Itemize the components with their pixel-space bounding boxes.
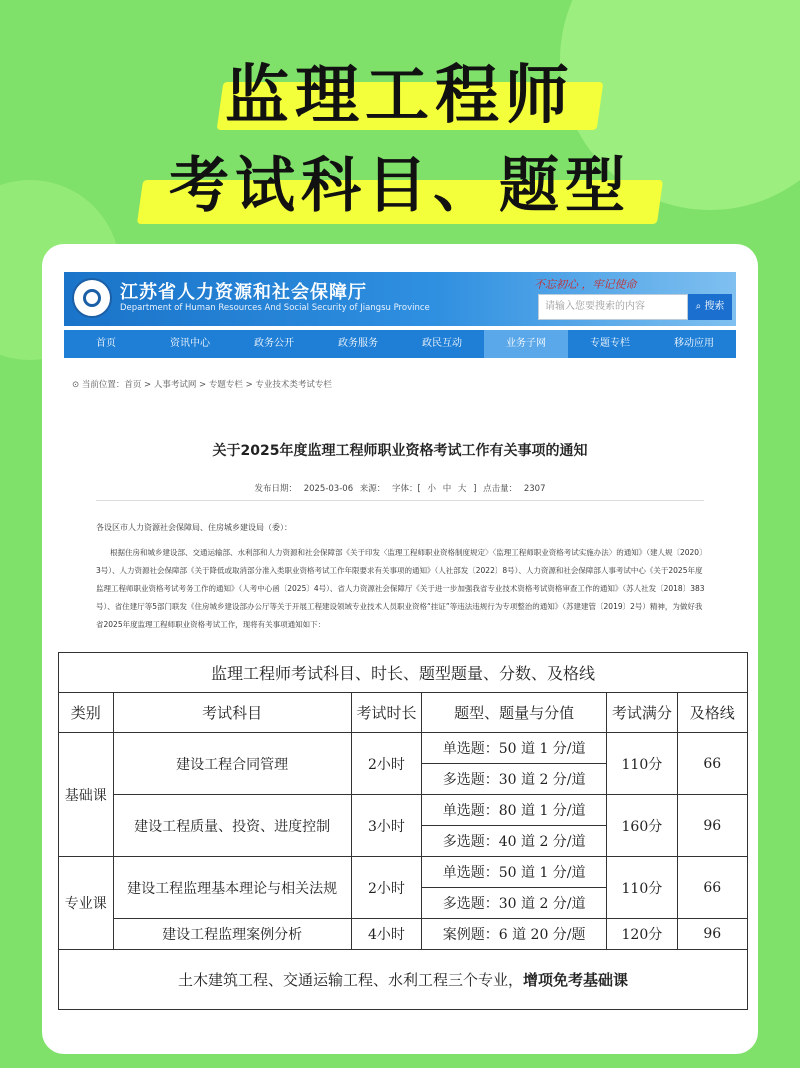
- slogan: 不忘初心 ，牢记使命: [534, 278, 637, 291]
- pass-line-cell: 96: [677, 919, 747, 950]
- category-cell: 基础课: [59, 733, 114, 857]
- nav-item-mobile[interactable]: 移动应用: [674, 338, 714, 349]
- duration-cell: 4小时: [351, 919, 421, 950]
- content-card: [42, 244, 758, 1054]
- question-type-cell: 单选题：50 道 1 分/道: [422, 733, 607, 764]
- nav-item-topics[interactable]: 专题专栏: [590, 338, 630, 349]
- pass-line-cell: 96: [677, 795, 747, 857]
- category-cell: 专业课: [59, 857, 114, 950]
- nav-item-home[interactable]: 首页: [96, 338, 116, 349]
- table-header-row: [59, 693, 748, 733]
- subject-cell: 建设工程质量、投资、进度控制: [113, 795, 351, 857]
- table-row: [59, 733, 748, 764]
- full-score-cell: 110分: [607, 857, 677, 919]
- nav-item-gov-public[interactable]: 政务公开: [254, 338, 294, 349]
- divider: [96, 500, 704, 501]
- footer-text: 土木建筑工程、交通运输工程、水利工程三个专业，: [177, 971, 523, 989]
- nav-item-gov-service[interactable]: 政务服务: [338, 338, 378, 349]
- exam-table: [58, 652, 748, 1010]
- pass-line-cell: 66: [677, 733, 747, 795]
- header-duration: 考试时长: [351, 693, 421, 733]
- header-category: 类别: [59, 693, 114, 733]
- header-pass-line: 及格线: [677, 693, 747, 733]
- nav-item-subsites[interactable]: 业务子网: [484, 330, 568, 358]
- breadcrumb: [72, 378, 332, 390]
- location-pin-icon: ⊙: [72, 380, 80, 390]
- search-input[interactable]: 请输入您要搜索的内容: [538, 294, 688, 320]
- footer-bold-text: 增项免考基础课: [523, 971, 629, 989]
- question-type-cell: 多选题：40 道 2 分/道: [422, 826, 607, 857]
- nav-item-interaction[interactable]: 政民互动: [422, 338, 462, 349]
- main-nav: [64, 330, 736, 358]
- document-meta: 发布日期： 2025-03-06 来源： 字体：[ 小 中 大 ] 点击量： 2307: [254, 484, 546, 494]
- page-title-line-2: 考试科目、题型: [169, 151, 631, 221]
- table-title: 监理工程师考试科目、时长、题型题量、分数、及格线: [59, 653, 748, 693]
- question-type-cell: 单选题：50 道 1 分/道: [422, 857, 607, 888]
- duration-cell: 2小时: [351, 857, 421, 919]
- site-logo-icon[interactable]: [72, 278, 112, 318]
- duration-cell: 2小时: [351, 733, 421, 795]
- document-greeting: 各设区市人力资源社会保障局、住房城乡建设局（委）：: [96, 523, 292, 532]
- full-score-cell: 120分: [607, 919, 677, 950]
- header-question-types: 题型、题量与分值: [422, 693, 607, 733]
- document-title: 关于2025年度监理工程师职业资格考试工作有关事项的通知: [212, 443, 588, 459]
- subject-cell: 建设工程监理案例分析: [113, 919, 351, 950]
- table-row: [59, 857, 748, 888]
- nav-item-news[interactable]: 资讯中心: [170, 338, 210, 349]
- table-row: [59, 795, 748, 826]
- breadcrumb-text[interactable]: 当前位置：首页 > 人事考试网 > 专题专栏 > 专业技术类考试专栏: [81, 380, 332, 390]
- full-score-cell: 110分: [607, 733, 677, 795]
- subject-cell: 建设工程监理基本理论与相关法规: [113, 857, 351, 919]
- pass-line-cell: 66: [677, 857, 747, 919]
- question-type-cell: 单选题：80 道 1 分/道: [422, 795, 607, 826]
- duration-cell: 3小时: [351, 795, 421, 857]
- table-row: [59, 919, 748, 950]
- subject-cell: 建设工程合同管理: [113, 733, 351, 795]
- question-type-cell: 多选题：30 道 2 分/道: [422, 888, 607, 919]
- table-footer: [59, 950, 748, 1010]
- search-icon: ⌕: [695, 301, 702, 312]
- document-body: 根据住房和城乡建设部、交通运输部、水利部和人力资源和社会保障部《关于印发〈监理工程师职业资格制度规定〉〈监理工程师职业资格考试实施办法〉的通知》（建人规〔2020〕3号）、人力资源社会保障部《关于降低或取消部分准入类职业资格考试工作年限要求有关事项的通知》（人社部发〔2022〕8号）、人力资源和社会保障部人事考试中心《关于2025年度监理工程师职业资格考试考务工作的通知》（人考中心函〔2025〕4号）、省人力资源社会保障厅《关于进一步加强我省专业技术资格考试资格审查工作的通知》（苏人社发〔2018〕383号）、省住建厅等5部门联发《住房城乡建设部办公厅等关于开展工程建设领域专业技术人员职业资格“挂证”等违法违规行为专项整治的通知》（苏建建管〔2019〕2号）精神，为做好我省2025年度监理工程师职业资格考试工作，现将有关事项通知如下：: [96, 548, 705, 629]
- full-score-cell: 160分: [607, 795, 677, 857]
- search-button-label: 搜索: [704, 301, 725, 312]
- search-button[interactable]: [688, 294, 732, 320]
- header-full-score: 考试满分: [607, 693, 677, 733]
- question-type-cell: 多选题：30 道 2 分/道: [422, 764, 607, 795]
- question-type-cell: 案例题：6 道 20 分/题: [422, 919, 607, 950]
- page-title-line-1: 监理工程师: [225, 59, 575, 133]
- header-subject: 考试科目: [113, 693, 351, 733]
- site-header: [64, 272, 736, 326]
- site-name[interactable]: 江苏省人力资源和社会保障厅: [120, 282, 367, 303]
- site-subtitle: Department of Human Resources And Social Security of Jiangsu Province: [120, 303, 430, 313]
